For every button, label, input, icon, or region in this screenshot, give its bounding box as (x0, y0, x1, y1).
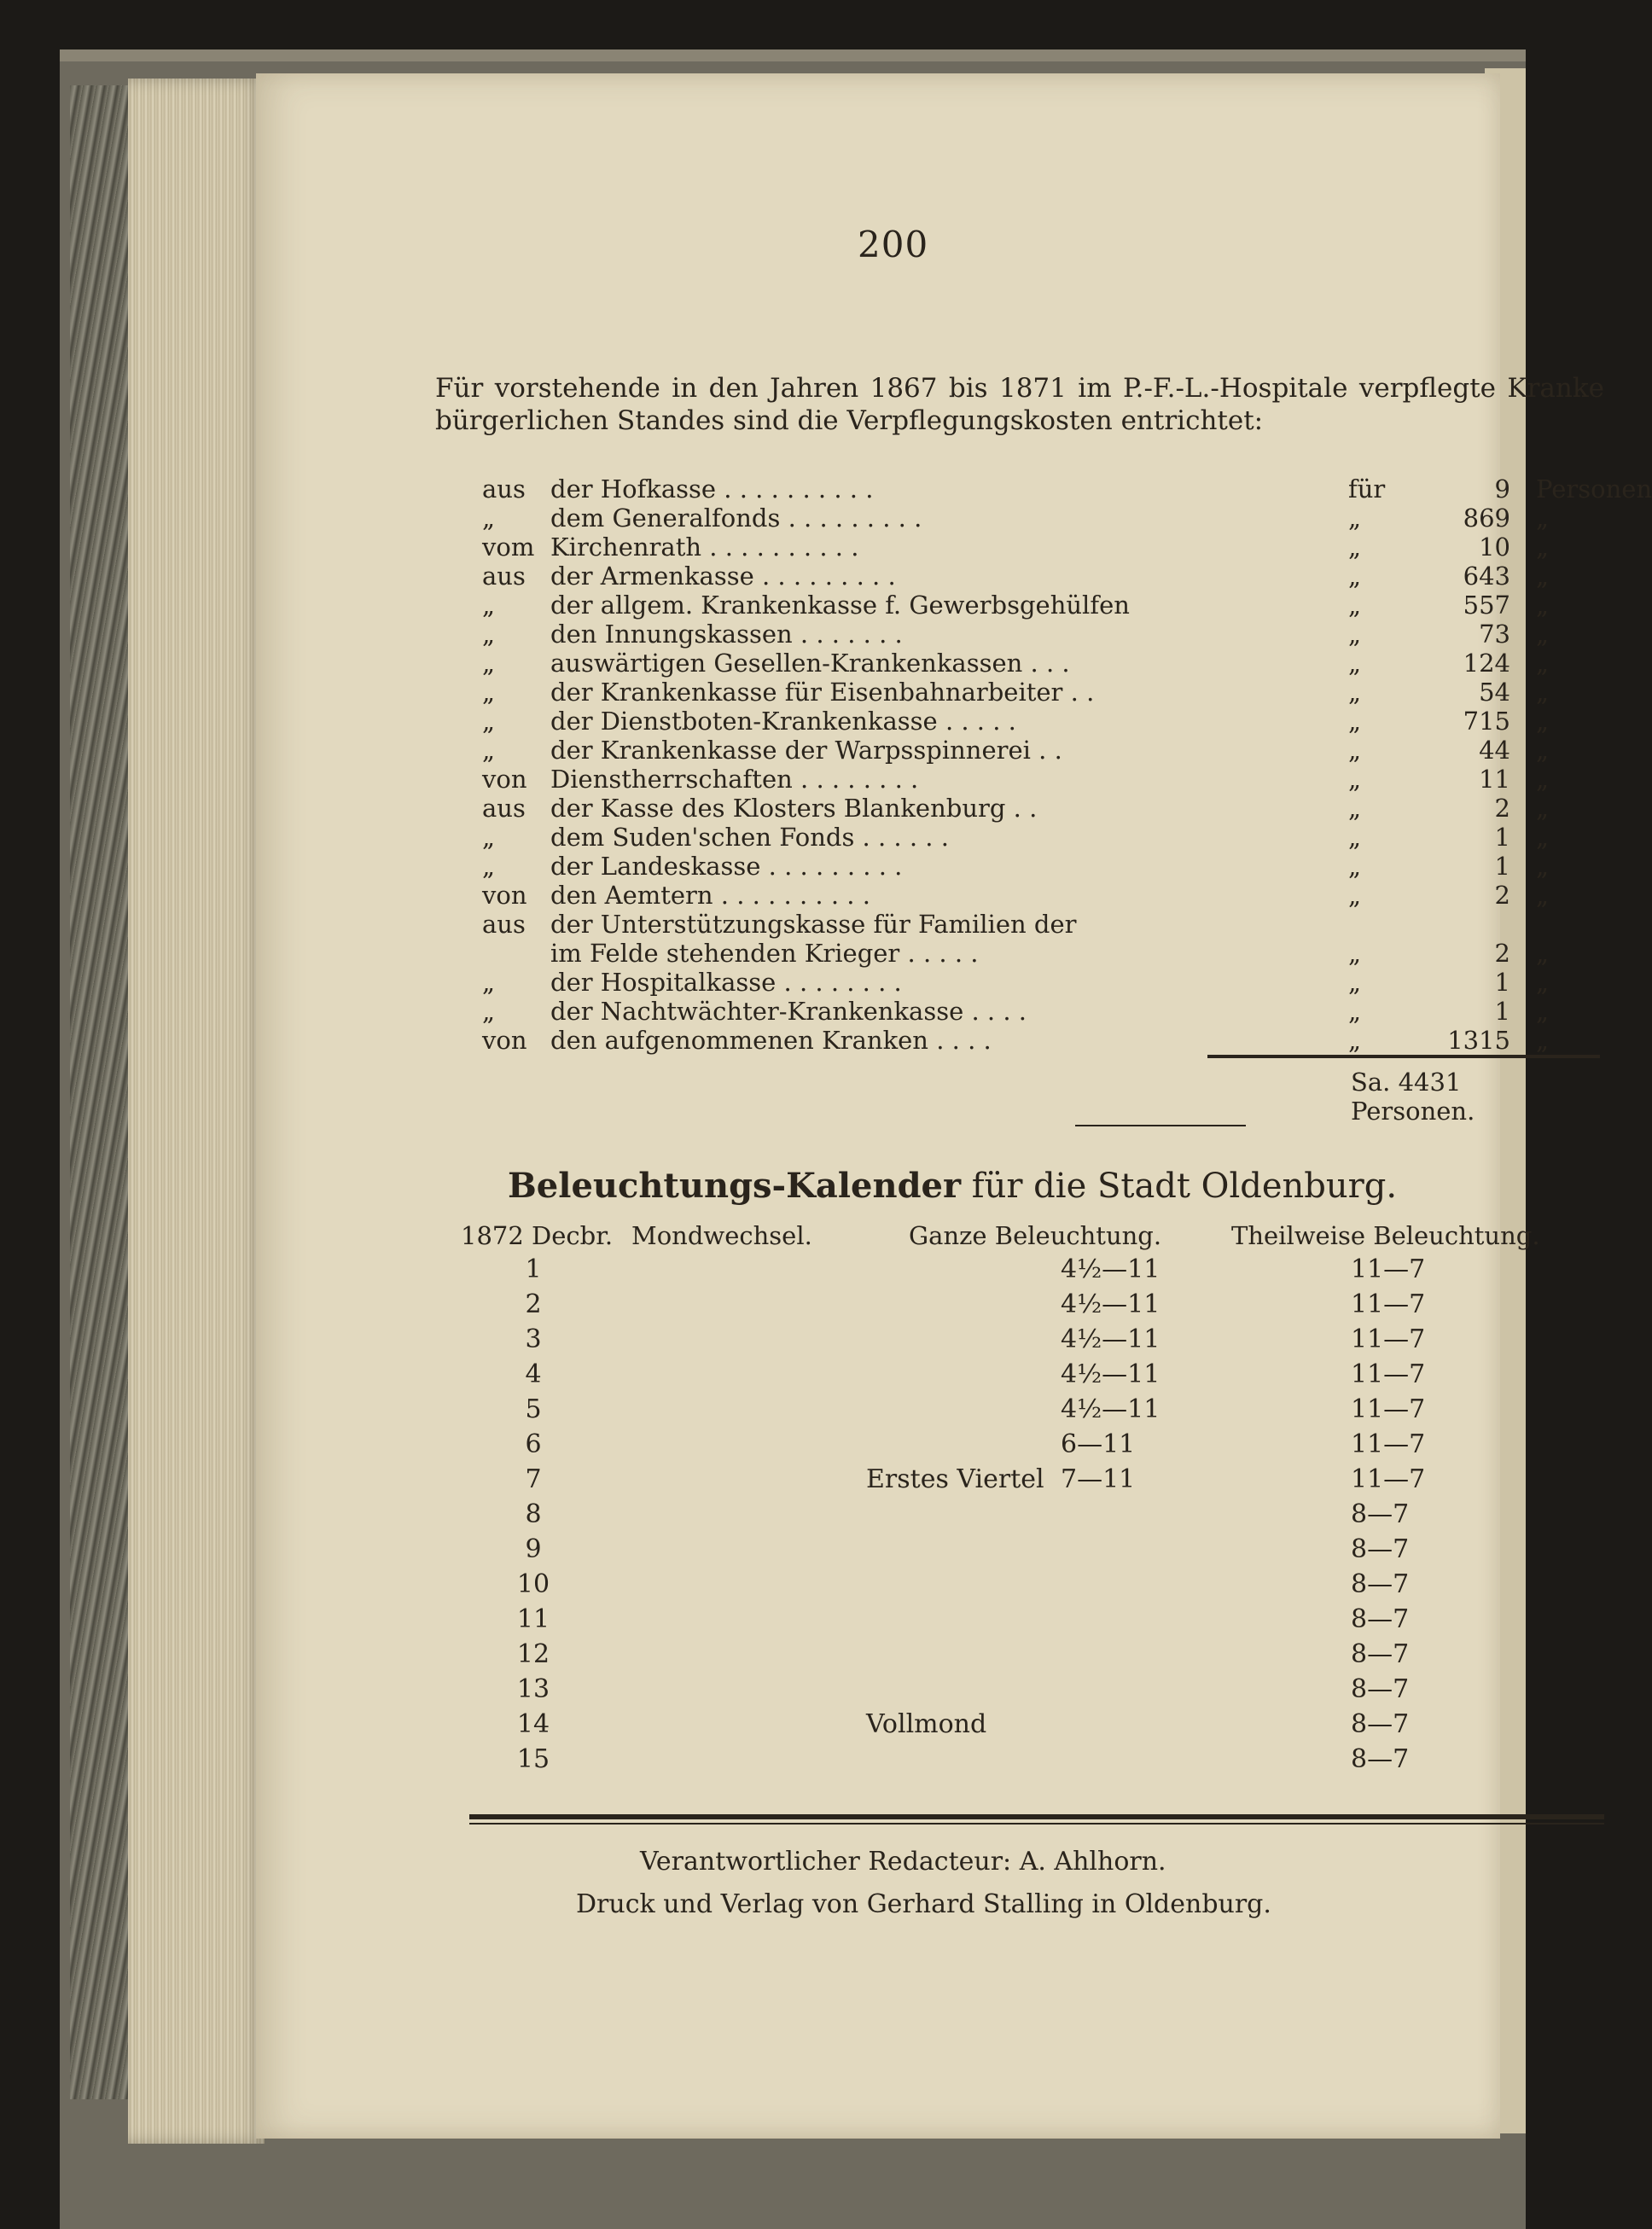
payer-label: der allgem. Krankenkasse f. Gewerbsgehülfen (550, 591, 1130, 620)
calendar-header (461, 1221, 1613, 1252)
calendar-title-bold: Beleuchtungs-Kalender (508, 1166, 962, 1206)
sum-rule (1207, 1055, 1600, 1058)
payer-prefix: aus (482, 910, 526, 939)
payer-unit: „ (1536, 562, 1550, 591)
calendar-day: 15 (516, 1744, 550, 1774)
calendar-row (461, 1604, 1613, 1639)
payer-prefix: „ (482, 620, 496, 649)
payer-label: den Innungskassen . . . . . . . (550, 620, 903, 649)
calendar-row (461, 1569, 1613, 1604)
payer-row (482, 794, 1617, 823)
payer-count: 643 (1463, 562, 1510, 591)
payer-label: der Kasse des Klosters Blankenburg . . (550, 794, 1038, 823)
payer-row (482, 503, 1617, 533)
payer-label: den aufgenommenen Kranken . . . . (550, 1026, 992, 1055)
calendar-full-lighting: 4½—11 (1061, 1289, 1160, 1319)
payer-prefix: „ (482, 678, 496, 707)
payer-row (482, 707, 1617, 736)
calendar-row (461, 1394, 1613, 1429)
calendar-day: 7 (525, 1464, 542, 1494)
calendar-partial-lighting: 8—7 (1351, 1639, 1410, 1669)
calendar-rows (461, 1254, 1613, 1779)
payer-prefix: aus (482, 562, 526, 591)
payer-count: 9 (1494, 474, 1510, 503)
header-partial: Theilweise Beleuchtung. (1231, 1221, 1540, 1250)
payer-prefix: „ (482, 707, 496, 736)
calendar-day: 1 (525, 1254, 542, 1284)
calendar-title (508, 1166, 1397, 1206)
payer-unit: Personen (1536, 474, 1652, 503)
calendar-day: 3 (525, 1324, 542, 1354)
payer-prefix: „ (482, 503, 496, 533)
payer-list (482, 474, 1652, 1055)
payer-fuer: „ (1348, 939, 1362, 968)
payer-unit: „ (1536, 881, 1550, 910)
payer-label: dem Suden'schen Fonds . . . . . . (550, 823, 949, 852)
payer-unit: „ (1536, 503, 1550, 533)
payer-fuer: „ (1348, 620, 1362, 649)
payer-label: der Armenkasse . . . . . . . . . (550, 562, 896, 591)
payer-unit: „ (1536, 620, 1550, 649)
payer-row (482, 939, 1617, 968)
payer-label: der Dienstboten-Krankenkasse . . . . . (550, 707, 1016, 736)
calendar-day: 11 (516, 1604, 550, 1634)
payer-count: 54 (1479, 678, 1510, 707)
payer-row (482, 620, 1617, 649)
payer-fuer: „ (1348, 649, 1362, 678)
calendar-title-rest: für die Stadt Oldenburg. (961, 1167, 1398, 1206)
payer-count: 1 (1494, 997, 1510, 1026)
payer-unit: „ (1536, 1026, 1550, 1055)
payer-label: auswärtigen Gesellen-Krankenkassen . . . (550, 649, 1070, 678)
payer-row (482, 881, 1617, 910)
calendar-partial-lighting: 8—7 (1351, 1744, 1410, 1774)
calendar-row (461, 1359, 1613, 1394)
page-content (256, 73, 1652, 2139)
payer-unit: „ (1536, 968, 1550, 997)
calendar-partial-lighting: 8—7 (1351, 1499, 1410, 1529)
payer-prefix: „ (482, 968, 496, 997)
payer-count: 2 (1494, 939, 1510, 968)
payer-prefix: „ (482, 852, 496, 881)
calendar-full-lighting: 4½—11 (1061, 1254, 1160, 1284)
header-full: Ganze Beleuchtung. (909, 1221, 1162, 1250)
calendar-day: 10 (516, 1569, 550, 1599)
calendar-row (461, 1534, 1613, 1569)
calendar-day: 14 (516, 1709, 550, 1739)
payer-unit: „ (1536, 794, 1550, 823)
payer-prefix: aus (482, 474, 526, 503)
payer-label: der Krankenkasse der Warpsspinnerei . . (550, 736, 1062, 765)
intro-text: Für vorstehende in den Jahren 1867 bis 1871 im P.-F.-L.-Hospitale verpflegte Kranke bürgerlichen Standes sind die Verpflegungskosten entrichtet: (435, 373, 1604, 436)
payer-count: 73 (1479, 620, 1510, 649)
payer-count: 11 (1479, 765, 1510, 794)
calendar-moon-phase: Erstes Viertel (866, 1464, 1044, 1494)
calendar-day: 2 (525, 1289, 542, 1319)
page-number: 200 (858, 224, 929, 265)
payer-row (482, 997, 1617, 1026)
payer-prefix: von (482, 881, 527, 910)
payer-row (482, 765, 1617, 794)
payer-fuer: „ (1348, 968, 1362, 997)
payer-label: der Hofkasse . . . . . . . . . . (550, 474, 874, 503)
payer-prefix: von (482, 1026, 527, 1055)
payer-label: Dienstherrschaften . . . . . . . . (550, 765, 919, 794)
calendar-day: 4 (525, 1359, 542, 1389)
calendar-row (461, 1289, 1613, 1324)
payer-fuer: „ (1348, 533, 1362, 562)
payer-unit: „ (1536, 736, 1550, 765)
calendar-row (461, 1324, 1613, 1359)
footer-rule-thin (469, 1823, 1604, 1825)
payer-fuer: „ (1348, 823, 1362, 852)
payer-unit: „ (1536, 823, 1550, 852)
payer-fuer: „ (1348, 707, 1362, 736)
payer-row (482, 968, 1617, 997)
payer-unit: „ (1536, 939, 1550, 968)
calendar-partial-lighting: 8—7 (1351, 1569, 1410, 1599)
payer-label: der Landeskasse . . . . . . . . . (550, 852, 903, 881)
payer-fuer: „ (1348, 997, 1362, 1026)
payer-fuer: „ (1348, 794, 1362, 823)
calendar-row (461, 1639, 1613, 1674)
calendar-row (461, 1709, 1613, 1744)
calendar-day: 6 (525, 1429, 542, 1459)
payer-label: den Aemtern . . . . . . . . . . (550, 881, 870, 910)
payer-fuer: „ (1348, 503, 1362, 533)
payer-row (482, 474, 1652, 503)
payer-prefix: aus (482, 794, 526, 823)
payer-count: 2 (1494, 881, 1510, 910)
payer-label: der Unterstützungskasse für Familien der (550, 910, 1077, 939)
payer-row (482, 1026, 1617, 1055)
payer-row (482, 591, 1617, 620)
calendar-day: 8 (525, 1499, 542, 1529)
payer-row (482, 823, 1617, 852)
calendar-full-lighting: 6—11 (1061, 1429, 1136, 1459)
payer-fuer: „ (1348, 562, 1362, 591)
payer-count: 869 (1463, 503, 1510, 533)
calendar-row (461, 1464, 1613, 1499)
calendar-moon-phase: Vollmond (866, 1709, 987, 1739)
calendar-partial-lighting: 11—7 (1351, 1464, 1426, 1494)
payer-row (482, 736, 1617, 765)
header-year-month: 1872 Decbr. (461, 1221, 614, 1250)
calendar-full-lighting: 4½—11 (1061, 1359, 1160, 1389)
calendar-partial-lighting: 11—7 (1351, 1359, 1426, 1389)
payer-label: der Krankenkasse für Eisenbahnarbeiter . . (550, 678, 1095, 707)
calendar-full-lighting: 4½—11 (1061, 1394, 1160, 1424)
payer-fuer: „ (1348, 1026, 1362, 1055)
calendar-row (461, 1744, 1613, 1779)
calendar-row (461, 1254, 1613, 1289)
payer-label: Kirchenrath . . . . . . . . . . (550, 533, 859, 562)
payer-fuer: für (1348, 474, 1386, 503)
payer-prefix: „ (482, 591, 496, 620)
calendar-full-lighting: 4½—11 (1061, 1324, 1160, 1354)
calendar-partial-lighting: 8—7 (1351, 1709, 1410, 1739)
calendar-partial-lighting: 11—7 (1351, 1394, 1426, 1424)
payer-count: 557 (1463, 591, 1510, 620)
payer-count: 10 (1479, 533, 1510, 562)
payer-unit: „ (1536, 707, 1550, 736)
calendar-row (461, 1429, 1613, 1464)
payer-fuer: „ (1348, 678, 1362, 707)
payer-unit: „ (1536, 765, 1550, 794)
payer-unit: „ (1536, 649, 1550, 678)
calendar-partial-lighting: 8—7 (1351, 1604, 1410, 1634)
payer-prefix: „ (482, 997, 496, 1026)
payer-fuer: „ (1348, 591, 1362, 620)
payer-fuer: „ (1348, 736, 1362, 765)
payer-count: 1315 (1447, 1026, 1510, 1055)
payer-count: 715 (1463, 707, 1510, 736)
calendar-day: 13 (516, 1674, 550, 1704)
payer-fuer: „ (1348, 765, 1362, 794)
payer-label: der Nachtwächter-Krankenkasse . . . . (550, 997, 1027, 1026)
calendar-partial-lighting: 11—7 (1351, 1324, 1426, 1354)
payer-row (482, 562, 1617, 591)
payer-prefix: von (482, 765, 527, 794)
payer-prefix: „ (482, 736, 496, 765)
calendar-partial-lighting: 8—7 (1351, 1674, 1410, 1704)
payer-row (482, 910, 1617, 939)
footer-editor: Verantwortlicher Redacteur: A. Ahlhorn. (640, 1847, 1166, 1877)
calendar-partial-lighting: 11—7 (1351, 1289, 1426, 1319)
payer-label: der Hospitalkasse . . . . . . . . (550, 968, 902, 997)
payer-count: 2 (1494, 794, 1510, 823)
calendar-full-lighting: 7—11 (1061, 1464, 1136, 1494)
payer-row (482, 678, 1617, 707)
payer-prefix: vom (482, 533, 535, 562)
payer-row (482, 852, 1617, 881)
payer-unit: „ (1536, 533, 1550, 562)
footer-printer: Druck und Verlag von Gerhard Stalling in Oldenburg. (576, 1889, 1271, 1919)
payer-count: 1 (1494, 823, 1510, 852)
payer-label: im Felde stehenden Krieger . . . . . (550, 939, 979, 968)
footer-rule-thick (469, 1814, 1604, 1819)
payer-unit: „ (1536, 997, 1550, 1026)
payer-prefix: „ (482, 649, 496, 678)
payer-fuer: „ (1348, 881, 1362, 910)
payer-row (482, 649, 1617, 678)
calendar-partial-lighting: 8—7 (1351, 1534, 1410, 1564)
book-page (256, 73, 1652, 2139)
payer-count: 1 (1494, 968, 1510, 997)
payer-unit: „ (1536, 852, 1550, 881)
sum-total: Sa. 4431 Personen. (1351, 1068, 1475, 1126)
payer-label: dem Generalfonds . . . . . . . . . (550, 503, 922, 533)
payer-fuer: „ (1348, 852, 1362, 881)
payer-count: 1 (1494, 852, 1510, 881)
payer-unit: „ (1536, 591, 1550, 620)
payer-unit: „ (1536, 678, 1550, 707)
calendar-day: 5 (525, 1394, 542, 1424)
payer-count: 124 (1463, 649, 1510, 678)
payer-prefix: „ (482, 823, 496, 852)
calendar-day: 9 (525, 1534, 542, 1564)
calendar-day: 12 (516, 1639, 550, 1669)
header-moon: Mondwechsel. (631, 1221, 812, 1250)
calendar-row (461, 1499, 1613, 1534)
calendar-row (461, 1674, 1613, 1709)
section-divider (1075, 1125, 1246, 1126)
calendar-partial-lighting: 11—7 (1351, 1429, 1426, 1459)
page-edges (128, 79, 265, 2144)
payer-row (482, 533, 1617, 562)
intro-paragraph (435, 372, 1604, 437)
payer-count: 44 (1479, 736, 1510, 765)
calendar-partial-lighting: 11—7 (1351, 1254, 1426, 1284)
